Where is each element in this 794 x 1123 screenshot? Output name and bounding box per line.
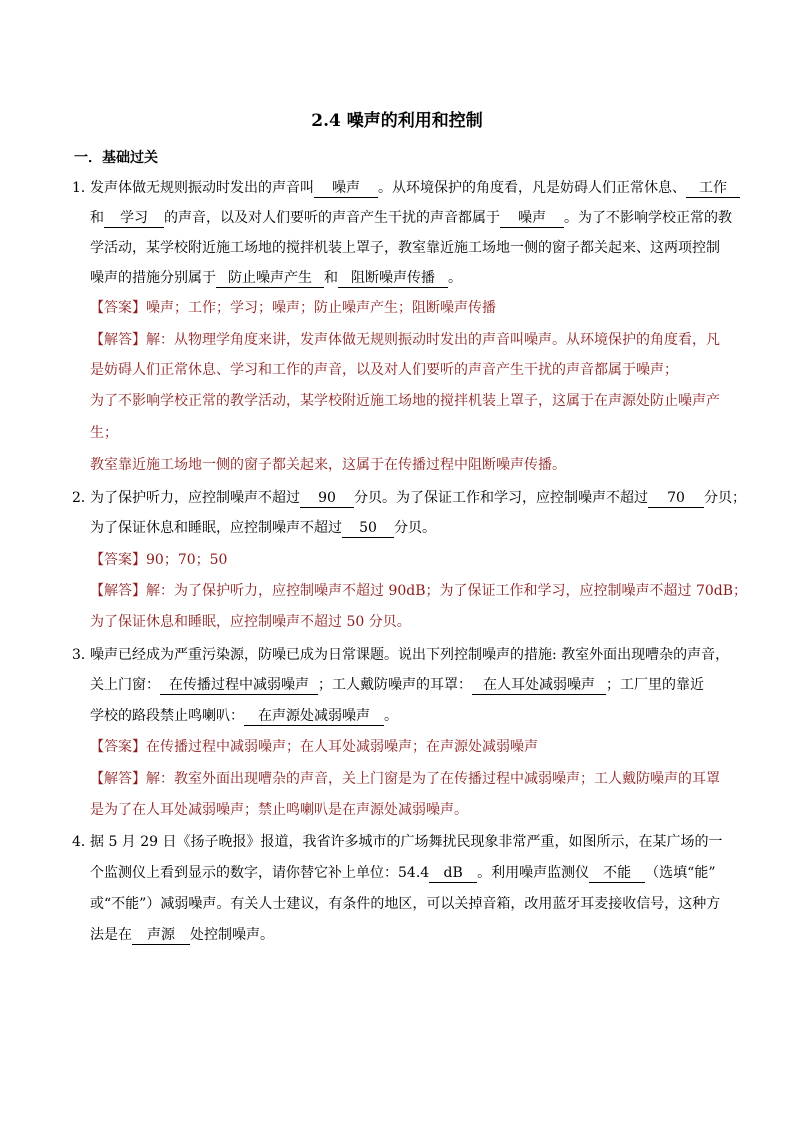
q4-number: 4． (72, 834, 95, 850)
q1-explain-3: 为了不影响学校正常的教学活动，某学校附近施工场地的搅拌机装上罩子，这属于在声源处防止噪声产 (90, 393, 720, 409)
q1-line-4: 噪声的措施分别属于 防止噪声产生 和 阻断噪声传播 。 (90, 270, 462, 286)
q2-line-2: 为了保证休息和睡眠，应控制噪声不超过 50 分贝。 (90, 520, 436, 536)
q4-line-2: 个监测仪上看到显示的数字，请你替它补上单位：54.4 dB 。利用噪声监测仪 不能 （选填“能” (90, 865, 716, 881)
q3-line-1: 3．噪声已经成为严重污染源，防噪已成为日常课题。说出下列控制噪声的措施: 教室外面出现嘈杂的声音， (72, 647, 730, 663)
q3-line-3: 学校的路段禁止鸣喇叭： 在声源处减弱噪声 。 (90, 708, 398, 724)
q1-explain-5: 教室靠近施工场地一侧的窗子都关起来，这属于在传播过程中阻断噪声传播。 (90, 457, 566, 473)
q2-blank-2: 70 (648, 490, 704, 508)
q2-number: 2． (72, 490, 95, 506)
q1-blank-2: 工作 (686, 180, 740, 198)
q1-answer: 【答案】噪声；工作；学习；噪声；防止噪声产生；阻断噪声传播 (90, 300, 496, 316)
q4-blank-3: 声源 (132, 927, 190, 945)
q2-explain-1: 【解答】解：为了保护听力，应控制噪声不超过 90dB；为了保证工作和学习，应控制噪声不超过 70dB； (90, 583, 748, 599)
q1-line-1: 1．发声体做无规则振动时发出的声音叫 噪声 。从环境保护的角度看，凡是妨碍人们正常休息、 工作 (72, 178, 740, 198)
q1-number: 1． (72, 180, 95, 196)
q4-blank-1: dB (429, 865, 477, 883)
q3-explain-1: 【解答】解：教室外面出现嘈杂的声音，关上门窗是为了在传播过程中减弱噪声；工人戴防噪声的耳罩 (90, 771, 720, 787)
q1-explain-2: 是妨碍人们正常休息、学习和工作的声音，以及对人们要听的声音产生干扰的声音都属于噪声； (90, 362, 678, 378)
q2-line-1: 2．为了保护听力，应控制噪声不超过 90 分贝。为了保证工作和学习，应控制噪声不超过 70 分贝； (72, 490, 746, 506)
q3-blank-2: 在人耳处减弱噪声 (472, 677, 606, 695)
q3-answer: 【答案】在传播过程中减弱噪声；在人耳处减弱噪声；在声源处减弱噪声 (90, 739, 538, 755)
q3-explain-2: 是为了在人耳处减弱噪声；禁止鸣喇叭是在声源处减弱噪声。 (90, 802, 468, 818)
q2-blank-1: 90 (300, 490, 354, 508)
section-heading: 一．基础过关 (74, 150, 158, 166)
q1-explain-1: 【解答】解：从物理学角度来讲，发声体做无规则振动时发出的声音叫噪声。从环境保护的角度看，凡 (90, 332, 720, 348)
q1-explain-4: 生； (90, 425, 118, 441)
q4-blank-2: 不能 (589, 865, 645, 883)
q2-blank-3: 50 (342, 520, 394, 538)
q1-blank-3: 学习 (104, 210, 164, 228)
q1-blank-5: 防止噪声产生 (216, 270, 324, 288)
q1-blank-6: 阻断噪声传播 (338, 270, 448, 288)
q1-line-3: 学活动，某学校附近施工场地的搅拌机装上罩子，教室靠近施工场地一侧的窗子都关起来、这两项控制 (90, 240, 720, 256)
page-title: 2.4 噪声的利用和控制 (311, 111, 483, 131)
q2-answer: 【答案】90；70；50 (90, 552, 228, 568)
q1-line-2: 和 学习 的声音，以及对人们要听的声音产生干扰的声音都属于 噪声 。为了不影响学校正常的教 (90, 210, 732, 226)
q3-blank-1: 在传播过程中减弱噪声 (160, 677, 318, 695)
q1-blank-4: 噪声 (500, 210, 564, 228)
q3-line-2: 关上门窗： 在传播过程中减弱噪声 ；工人戴防噪声的耳罩： 在人耳处减弱噪声 ；工厂里的靠近 (90, 677, 704, 693)
q4-line-4: 法是在 声源 处控制噪声。 (90, 927, 274, 943)
q3-number: 3． (72, 647, 95, 663)
q1-blank-1: 噪声 (314, 180, 378, 198)
q4-line-3: 或“不能”）减弱噪声。有关人士建议，有条件的地区，可以关掉音箱，改用蓝牙耳麦接收信号，这种方 (90, 896, 721, 912)
q3-blank-3: 在声源处减弱噪声 (244, 708, 384, 726)
q2-explain-2: 为了保证休息和睡眠，应控制噪声不超过 50 分贝。 (90, 614, 411, 630)
q4-line-1: 4．据 5 月 29 日《扬子晚报》报道，我省许多城市的广场舞扰民现象非常严重，如图所示，在某广场的一 (72, 834, 723, 850)
